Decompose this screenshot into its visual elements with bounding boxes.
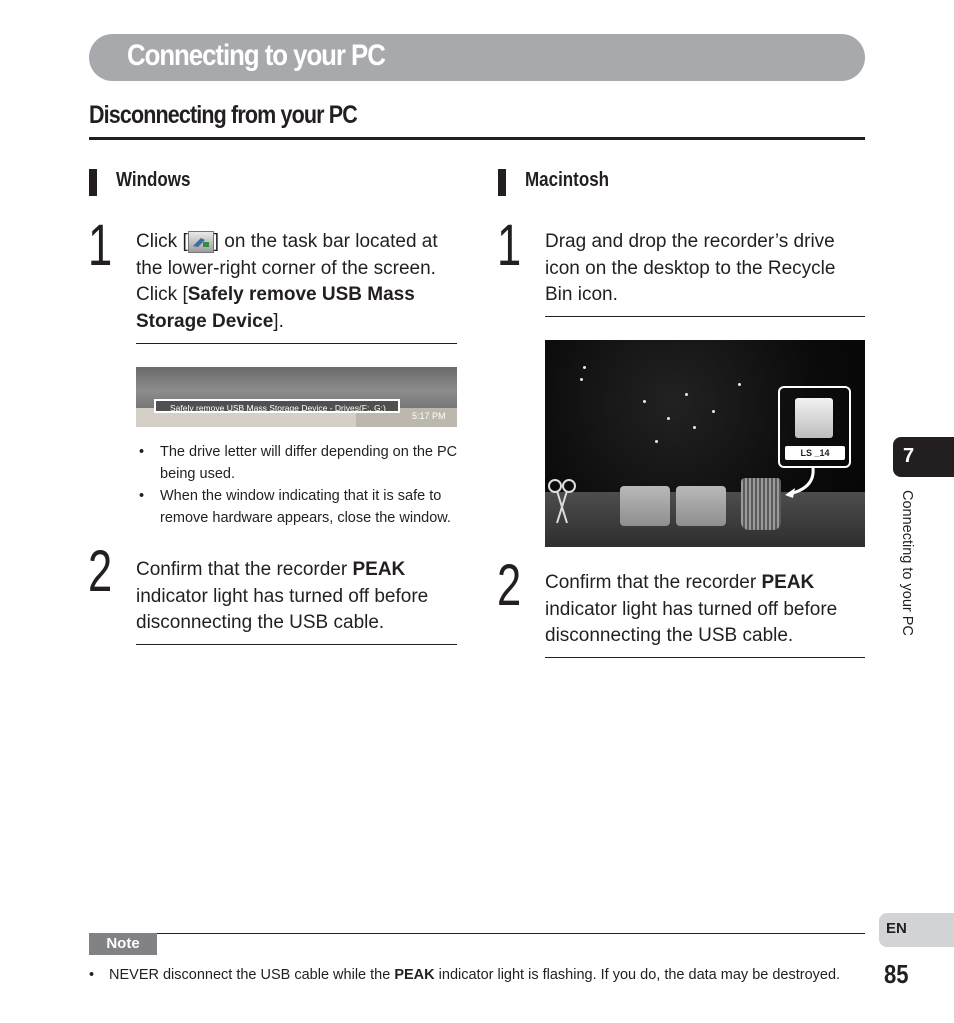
- safely-remove-popup: Safely remove USB Mass Storage Device - Drives(F:, G:): [154, 399, 400, 413]
- mac-heading: Macintosh: [525, 169, 610, 191]
- windows-heading: Windows: [116, 169, 191, 191]
- language-label: EN: [886, 920, 907, 937]
- mac-marker: [498, 169, 506, 196]
- windows-step2-bold: PEAK: [352, 559, 406, 580]
- taskbar-clock: 5:17 PM: [412, 411, 446, 421]
- drag-arrow-icon: [781, 464, 821, 504]
- bullet-text: When the window indicating that it is safe to remove hardware appears, close the window.: [160, 488, 451, 526]
- mac-step2-number: 2: [497, 553, 522, 618]
- drive-label: LS _14: [785, 446, 845, 460]
- chapter-number: 7: [903, 445, 915, 467]
- windows-step1-mid: ] on the task bar located at the lower-right corner of the screen. Click [: [136, 231, 438, 305]
- note-text: • NEVER disconnect the USB cable while the PEAK indicator light is flashing. If you do, the data may be destroyed.: [89, 967, 841, 983]
- mac-step1-rule: [545, 316, 865, 317]
- section-title: Disconnecting from your PC: [89, 101, 357, 129]
- section-divider: [89, 137, 865, 140]
- mac-step2-bold: PEAK: [761, 572, 815, 593]
- mac-step2-rule: [545, 657, 865, 658]
- windows-notes: [136, 441, 458, 529]
- drive-icon: [795, 398, 833, 438]
- list-item: • When the window indicating that it is safe to remove hardware appears, close the window.: [139, 488, 451, 526]
- folder-icon: [620, 486, 670, 526]
- windows-step1-text: [136, 229, 458, 335]
- mac-step1-text: Drag and drop the recorder’s drive icon on the desktop to the Recycle Bin icon.: [545, 231, 836, 305]
- taskbar-screenshot: [136, 367, 457, 427]
- windows-step1-number: 1: [88, 213, 113, 278]
- mac-step2-post: indicator light has turned off before disconnecting the USB cable.: [545, 598, 838, 646]
- chapter-side-label: [893, 490, 923, 670]
- windows-step2-post: indicator light has turned off before disconnecting the USB cable.: [136, 585, 429, 633]
- windows-step2-rule: [136, 644, 457, 645]
- page-title: Connecting to your PC: [127, 39, 385, 72]
- scissors-icon: [547, 478, 577, 528]
- note-divider: [157, 933, 865, 934]
- windows-step1-post: ].: [273, 310, 284, 332]
- chapter-side-text: Connecting to your PC: [899, 490, 915, 636]
- note-pre: NEVER disconnect the USB cable while the: [109, 967, 395, 983]
- mac-step2-pre: Confirm that the recorder: [545, 572, 762, 593]
- list-item: • The drive letter will differ depending on the PC being used.: [139, 444, 458, 482]
- windows-step2-pre: Confirm that the recorder: [136, 559, 353, 580]
- note-bold: PEAK: [394, 967, 435, 983]
- windows-step2-number: 2: [88, 539, 113, 604]
- mac-step1-number: 1: [497, 213, 522, 278]
- windows-step1-pre: Click [: [136, 231, 188, 252]
- windows-step1-rule: [136, 343, 457, 344]
- note-label: Note: [89, 933, 157, 955]
- download-folder-icon: [676, 486, 726, 526]
- mac-desktop-screenshot: [545, 340, 865, 547]
- windows-step1-bold: Safely remove USB Mass Storage Device: [136, 284, 415, 332]
- note-post: indicator light is flashing. If you do, the data may be destroyed.: [434, 967, 841, 983]
- windows-step2-text: [136, 557, 458, 637]
- mac-step2-text: [545, 570, 867, 650]
- trash-icon: [741, 478, 781, 530]
- bullet-text: The drive letter will differ depending on the PC being used.: [160, 444, 458, 482]
- windows-marker: [89, 169, 97, 196]
- safely-remove-hardware-icon: [188, 231, 214, 253]
- page-number: 85: [884, 959, 909, 989]
